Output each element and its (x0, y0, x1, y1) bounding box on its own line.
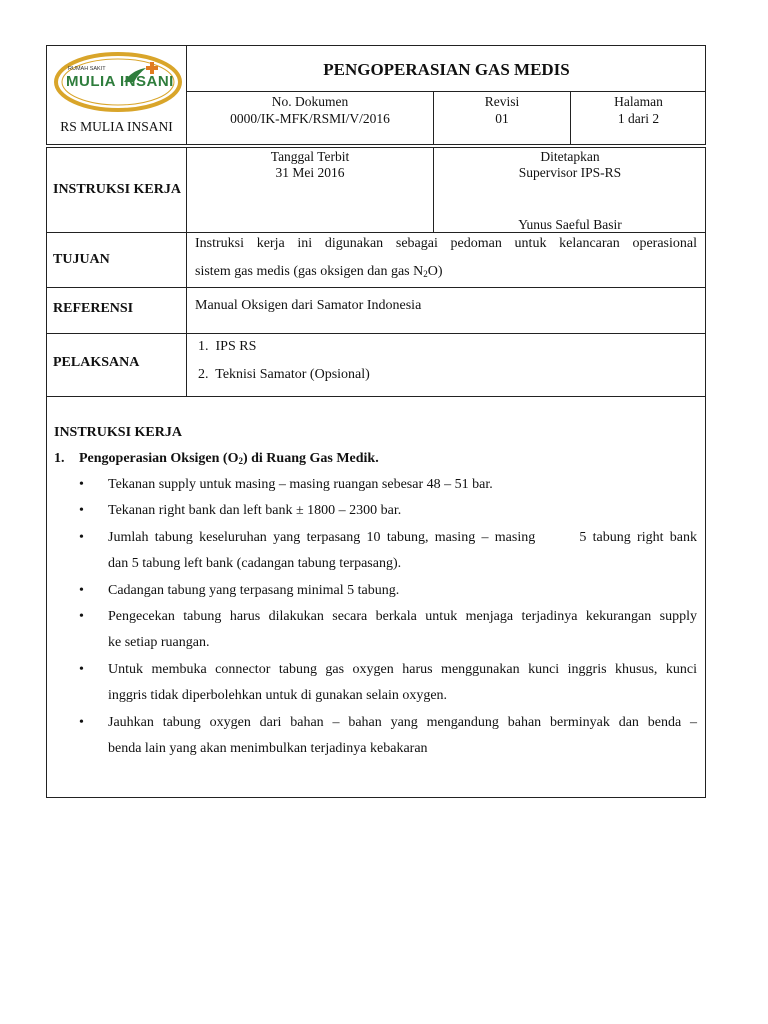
bullet-line: Tekanan supply untuk masing – masing ruangan sebesar 48 – 51 bar. (108, 477, 493, 492)
bullet-line: Tekanan right bank dan left bank ± 1800 – 2300 bar. (108, 503, 402, 518)
bullet-dot: • (79, 503, 84, 518)
bullet-line: Jumlah tabung keseluruhan yang terpasang 10 tabung, masing – masing 5 tabung right bank (108, 530, 697, 545)
bullet-dot: • (79, 715, 84, 730)
instructions-heading: INSTRUKSI KERJA (54, 425, 182, 440)
list-item (79, 604, 697, 656)
bullet-line: Untuk membuka connector tabung gas oxygen harus menggunakan kunci inggris khusus, kunci (108, 662, 697, 677)
section-heading (79, 450, 379, 467)
page-label: Halaman (614, 94, 663, 109)
logo-name-right: INSANI (120, 73, 174, 90)
bullet-text (108, 604, 697, 656)
section-label: INSTRUKSI KERJA (53, 182, 181, 197)
hospital-logo (54, 52, 184, 112)
hospital-name: RS MULIA INSANI (60, 119, 173, 134)
page-value: 1 dari 2 (617, 111, 660, 126)
bullet-text (108, 710, 697, 762)
list-item (79, 578, 697, 604)
section-heading-pre: Pengoperasian Oksigen (O (79, 451, 239, 466)
revision-value: 01 (495, 111, 509, 126)
meta-row2-divider (46, 287, 706, 288)
referensi-text: Manual Oksigen dari Samator Indonesia (195, 298, 422, 313)
bullet-line: benda lain yang akan menimbulkan terjadinya kebakaran (108, 741, 428, 756)
list-item (79, 472, 697, 498)
bullet-line: inggris tidak diperbolehkan untuk di gunakan selain oxygen. (108, 688, 448, 703)
pelaksana-item: 2. Teknisi Samator (Opsional) (198, 367, 370, 382)
tujuan-line-2-post: O) (427, 264, 443, 279)
referensi-label: REFERENSI (53, 301, 134, 316)
issue-date-value: 31 Mei 2016 (275, 165, 345, 180)
list-item (79, 525, 697, 577)
bullet-line: Pengecekan tabung harus dilakukan secara berkala untuk menjaga terjadinya kekurangan supply (108, 609, 697, 624)
approved-name: Yunus Saeful Basir (518, 217, 622, 232)
bullet-line: Jauhkan tabung oxygen dari bahan – bahan yang mengandung bahan berminyak dan benda – (108, 715, 697, 730)
list-item (79, 710, 697, 762)
logo-name-left: MULIA (66, 73, 116, 90)
document-title: PENGOPERASIAN GAS MEDIS (323, 60, 570, 79)
meta-row3-divider (46, 333, 706, 334)
bullet-text (108, 472, 697, 498)
pelaksana-item: 1. IPS RS (198, 339, 257, 354)
tujuan-line-1: Instruksi kerja ini digunakan sebagai pedoman untuk kelancaran operasional (195, 236, 697, 251)
doc-number-value: 0000/IK-MFK/RSMI/V/2016 (230, 111, 390, 126)
bullet-dot: • (79, 583, 84, 598)
section-number: 1. (54, 451, 65, 466)
list-item (79, 657, 697, 709)
revision-label: Revisi (484, 94, 520, 109)
approved-role: Supervisor IPS-RS (518, 165, 622, 180)
logo-small-text: RUMAH SAKIT (68, 66, 106, 72)
bullet-line: ke setiap ruangan. (108, 635, 210, 650)
bullet-dot: • (79, 477, 84, 492)
bullet-text (108, 498, 697, 524)
bullet-dot: • (79, 662, 84, 677)
bullet-line: Cadangan tabung yang terpasang minimal 5 tabung. (108, 583, 400, 598)
meta-label-divider (186, 147, 187, 397)
bullet-text (108, 525, 697, 577)
bullet-text (108, 657, 697, 709)
doc-number-label: No. Dokumen (271, 94, 349, 109)
section-heading-post: ) di Ruang Gas Medik. (242, 451, 379, 466)
bullet-line: dan 5 tabung left bank (cadangan tabung terpasang). (108, 556, 402, 571)
header-title-divider (186, 91, 706, 92)
bullet-text (108, 578, 697, 604)
issue-date-label: Tanggal Terbit (270, 149, 350, 164)
tujuan-line-2-sub: 2 (423, 269, 428, 279)
list-item (79, 498, 697, 524)
tujuan-label: TUJUAN (53, 252, 110, 267)
tujuan-line-2 (195, 263, 697, 280)
pelaksana-label: PELAKSANA (53, 355, 140, 370)
approved-label: Ditetapkan (540, 149, 600, 164)
tujuan-line-2-pre: sistem gas medis (gas oksigen dan gas N (195, 264, 424, 279)
bullet-dot: • (79, 530, 84, 545)
bullet-dot: • (79, 609, 84, 624)
section-heading-sub: 2 (238, 456, 243, 466)
